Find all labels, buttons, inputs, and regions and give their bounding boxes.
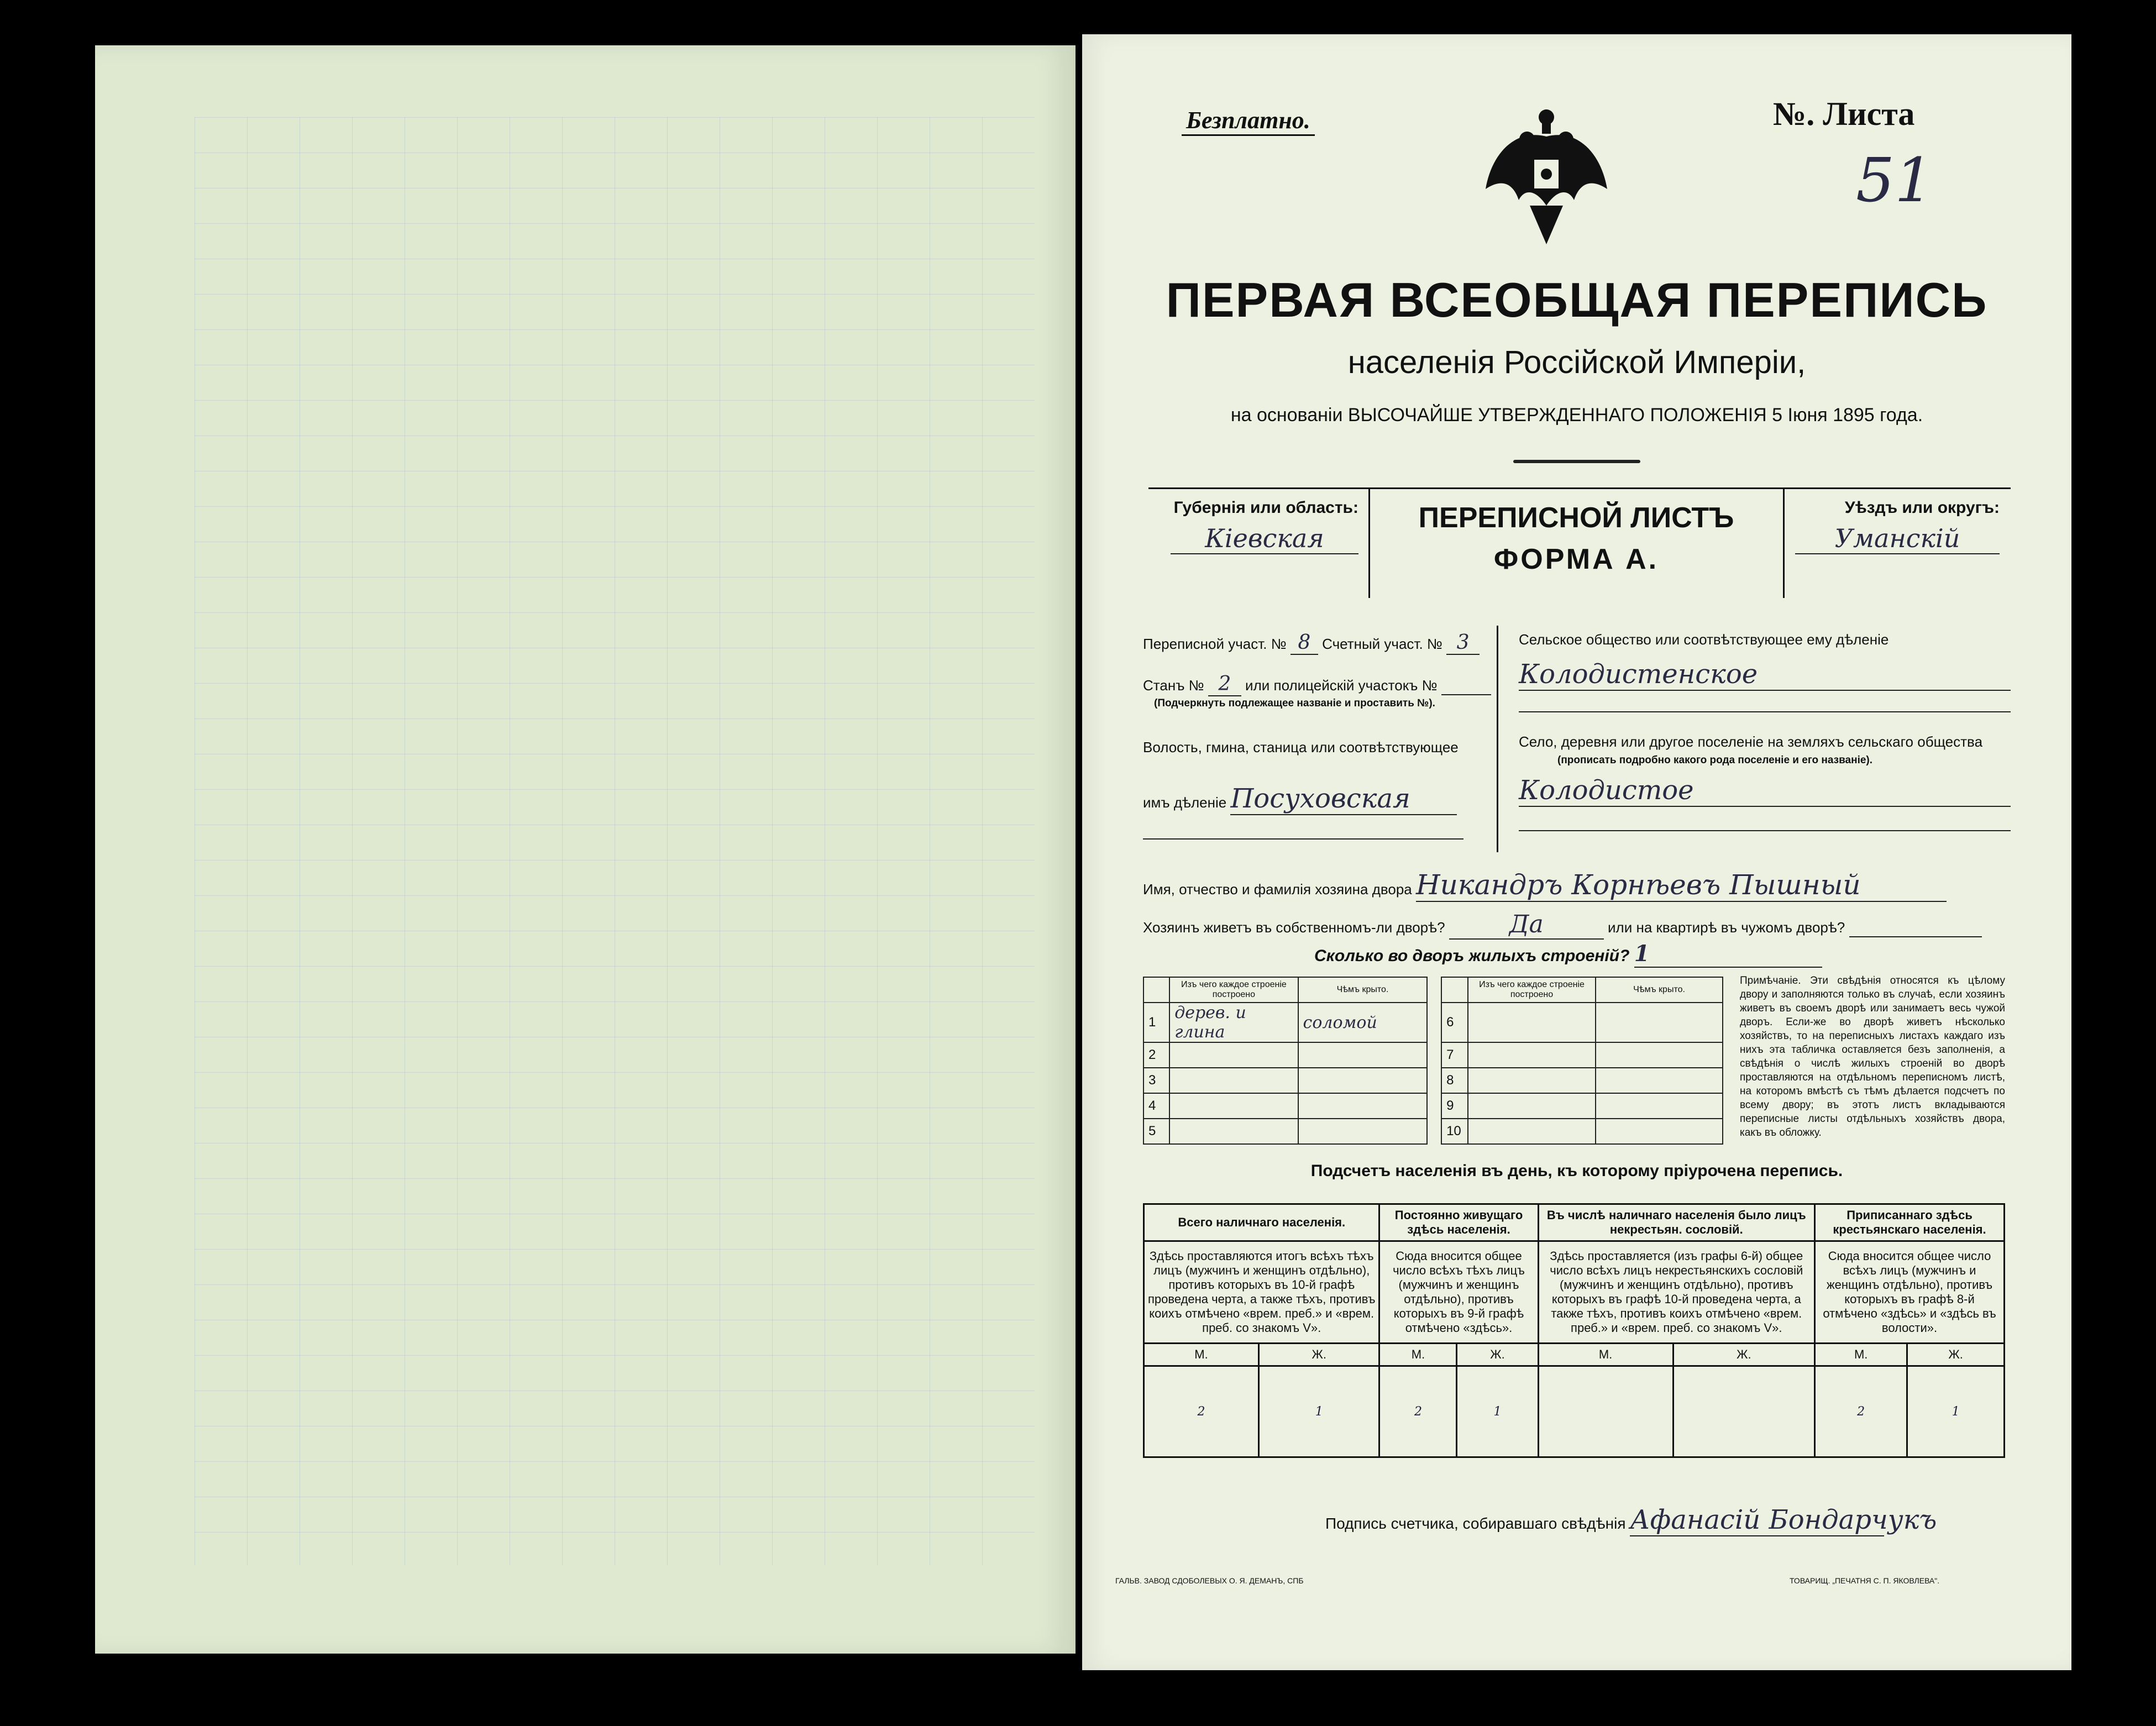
band-top-rule: [1148, 487, 2011, 489]
volost-value: Посуховская: [1230, 783, 1457, 815]
location-divider: [1497, 626, 1498, 852]
stan-value: 2: [1208, 673, 1241, 696]
police-label: или полицейскій участокъ №: [1245, 677, 1438, 694]
female-count: [1673, 1366, 1814, 1457]
roof-cell: [1596, 1093, 1723, 1119]
summary-col-header: Всего наличнаго населенія.: [1144, 1204, 1379, 1241]
stan-label: Станъ №: [1143, 677, 1204, 694]
male-label: М.: [1815, 1344, 1907, 1366]
summary-col-desc: Сюда вносится общее число всѣхъ тѣхъ лицъ (мужчинъ и женщинъ отдѣльно), противъ которыхъ въ 9-й графѣ отмѣчено «здѣсь».: [1379, 1241, 1538, 1344]
summary-table: [1143, 1203, 2005, 1458]
roof-cell: [1298, 1042, 1428, 1068]
male-count: [1538, 1366, 1673, 1457]
census-section-field: [1143, 631, 1480, 655]
sheet-number-label: №. Листа: [1773, 96, 1915, 132]
male-label: М.: [1379, 1344, 1457, 1366]
village-value: Колодистое: [1519, 775, 2011, 807]
own-yard-label: Хозяинъ живетъ въ собственномъ-ли дворѣ?: [1143, 919, 1445, 936]
buildings-row: [1143, 1093, 1723, 1119]
volost-label-1: Волость, гмина, станица или соотвѣтствующее: [1143, 739, 1459, 756]
col-material-left: Изъ чего каждое строеніе построено: [1169, 977, 1298, 1003]
buildings-field: [1314, 941, 1822, 968]
owner-field: [1143, 869, 1947, 902]
ornament-divider: [1513, 460, 1640, 463]
volost-label-2: имъ дѣленіе: [1143, 794, 1227, 811]
left-page: [95, 45, 1076, 1654]
col-roof-left: Чѣмъ крыто.: [1298, 977, 1428, 1003]
female-count: 1: [1907, 1366, 2005, 1457]
owner-label: Имя, отчество и фамилія хозяина двора: [1143, 881, 1412, 898]
col-roof-right: Чѣмъ крыто.: [1596, 977, 1723, 1003]
female-label: Ж.: [1259, 1344, 1379, 1366]
female-count: 1: [1259, 1366, 1379, 1457]
female-label: Ж.: [1457, 1344, 1538, 1366]
roof-cell: [1596, 1042, 1723, 1068]
buildings-table: [1143, 977, 1723, 1145]
province-value: Кіевская: [1171, 523, 1358, 554]
summary-desc-row: [1144, 1241, 2005, 1344]
male-count: 2: [1815, 1366, 1907, 1457]
male-label: М.: [1538, 1344, 1673, 1366]
summary-col-header: Въ числѣ наличнаго населенія было лицъ некрестьян. сословій.: [1538, 1204, 1815, 1241]
faded-table-grid: [195, 117, 1035, 1565]
material-cell: [1169, 1119, 1298, 1144]
community-label: Сельское общество или соотвѣтствующее ему дѣленіе: [1519, 631, 1889, 648]
signature-field: [1325, 1504, 1937, 1536]
roof-cell: [1298, 1119, 1428, 1144]
male-label: М.: [1144, 1344, 1259, 1366]
material-cell: [1169, 1093, 1298, 1119]
count-section-value: 3: [1446, 631, 1480, 655]
summary-col-desc: Сюда вносится общее число всѣхъ лицъ (мужчинъ и женщинъ отдѣльно), противъ которыхъ въ графѣ 8-й отмѣчено «здѣсь» и «здѣсь въ волости».: [1815, 1241, 2005, 1344]
roof-cell: [1596, 1068, 1723, 1093]
row-number: 9: [1441, 1093, 1468, 1119]
material-cell: [1169, 1068, 1298, 1093]
footer-left: ГАЛЬВ. ЗАВОД СДОБОЛЕВЫХ О. Я. ДЕМАНЪ, СПБ: [1115, 1576, 1304, 1585]
free-label: Безплатно.: [1182, 106, 1315, 136]
rent-label: или на квартирѣ въ чужомъ дворѣ?: [1608, 919, 1845, 936]
volost-field: [1143, 783, 1457, 815]
owner-value: Никандръ Корнѣевъ Пышный: [1416, 869, 1947, 902]
signature-value: Афанасій Бондарчукъ: [1630, 1504, 1937, 1535]
buildings-row: [1143, 1119, 1723, 1144]
row-number: 7: [1441, 1042, 1468, 1068]
village-label: Село, деревня или другое поселеніе на земляхъ сельскаго общества: [1519, 733, 1983, 750]
village-extra-line: [1519, 830, 2011, 831]
stan-field: [1143, 673, 1491, 696]
summary-col-desc: Здѣсь проставляются итогъ всѣхъ тѣхъ лицъ (мужчинъ и женщинъ отдѣльно), противъ которыхъ въ 10-й графѣ проведена черта, а также тѣхъ, противъ коихъ отмѣчено «врем. преб.» и «врем. преб. со знакомъ V».: [1144, 1241, 1379, 1344]
row-number: 8: [1441, 1068, 1468, 1093]
community-value: Колодистенское: [1519, 659, 2011, 691]
form-name-line2: ФОРМА А.: [1493, 543, 1659, 575]
district-value: Уманскій: [1795, 523, 2000, 554]
summary-value-row: [1144, 1366, 2005, 1457]
footer-right: ТОВАРИЩ. „ПЕЧАТНЯ С. П. ЯКОВЛЕВА".: [1790, 1576, 1940, 1585]
buildings-note: Примѣчаніе. Эти свѣдѣнія относятся къ цѣлому двору и заполняются только въ случаѣ, если хозяинъ живетъ въ своемъ дворѣ или занимаетъ весь чужой дворъ. Если-же во дворѣ живетъ нѣсколько хозяйствъ, то на переписныхъ листахъ каждаго изъ нихъ эта табличка оставляется безъ заполненія, а свѣдѣнія о числѣ жилыхъ строеній во дворѣ проставляются на отдѣльномъ переписномъ листѣ, на которомъ вмѣстѣ съ тѣмъ дѣлается подсчетъ по всему двору; въ этотъ листъ вкладываются переписные листы отдѣльныхъ хозяйствъ двора, какъ въ обложку.: [1740, 975, 2005, 1139]
census-section-label: Переписной участ. №: [1143, 636, 1287, 652]
summary-col-header: Приписаннаго здѣсь крестьянскаго населенія.: [1815, 1204, 2005, 1241]
form-subtitle: населенія Россійской Имперіи,: [1347, 344, 1806, 380]
form-main-title: ПЕРВАЯ ВСЕОБЩАЯ ПЕРЕПИСЬ: [1166, 272, 1988, 327]
female-label: Ж.: [1907, 1344, 2005, 1366]
female-count: 1: [1457, 1366, 1538, 1457]
sheet-number-handwritten: 51: [1856, 145, 1933, 216]
buildings-row: [1143, 1068, 1723, 1093]
summary-col-desc: Здѣсь проставляется (изъ графы 6-й) общее число всѣхъ лицъ некрестьянскихъ сословій (мужчинъ и женщинъ отдѣльно), противъ которыхъ въ графѣ 10-й проведена черта, а также тѣхъ, противъ коихъ отмѣчено «врем. преб.» и «врем. преб. со знакомъ V».: [1538, 1241, 1815, 1344]
buildings-row: [1143, 1042, 1723, 1068]
material-cell: [1169, 1042, 1298, 1068]
row-number: 2: [1143, 1042, 1169, 1068]
material-cell: [1468, 1119, 1596, 1144]
buildings-row: [1143, 1003, 1723, 1042]
census-section-value: 8: [1291, 631, 1318, 655]
summary-col-header: Постоянно живущаго здѣсь населенія.: [1379, 1204, 1538, 1241]
own-yard-value: Да: [1449, 910, 1604, 940]
summary-title: Подсчетъ населенія въ день, къ которому пріурочена перепись.: [1310, 1162, 1843, 1180]
census-form-page: [1082, 34, 2071, 1670]
material-cell: [1468, 1003, 1596, 1042]
province-label: Губернія или область:: [1173, 499, 1358, 517]
material-cell: [1468, 1093, 1596, 1119]
village-note: (прописать подробно какого рода поселеніе и его названіе).: [1557, 754, 1873, 766]
roof-cell: [1298, 1068, 1428, 1093]
row-number: 5: [1143, 1119, 1169, 1144]
summary-header-row: [1144, 1204, 2005, 1241]
form-name-line1: ПЕРЕПИСНОЙ ЛИСТЪ: [1418, 502, 1734, 534]
row-number: 10: [1441, 1119, 1468, 1144]
band-divider-right: [1783, 487, 1785, 598]
district-label: Уѣздъ или округъ:: [1844, 499, 2000, 517]
volost-extra-line: [1143, 838, 1463, 840]
buildings-label: Сколько во дворъ жилыхъ строеній?: [1314, 947, 1630, 965]
community-extra-line: [1519, 711, 2011, 712]
male-count: 2: [1379, 1366, 1457, 1457]
material-cell: дерев. и глина: [1169, 1003, 1298, 1042]
row-number: 1: [1143, 1003, 1169, 1042]
material-cell: [1468, 1042, 1596, 1068]
underline-note: (Подчеркнуть подлежащее названіе и проставить №).: [1154, 697, 1435, 709]
signature-label: Подпись счетчика, собиравшаго свѣдѣнія: [1325, 1515, 1626, 1532]
summary-label-row: [1144, 1344, 2005, 1366]
roof-cell: [1298, 1093, 1428, 1119]
row-number: 6: [1441, 1003, 1468, 1042]
row-number: 4: [1143, 1093, 1169, 1119]
roof-cell: соломой: [1298, 1003, 1428, 1042]
col-material-right: Изъ чего каждое строеніе построено: [1468, 977, 1596, 1003]
row-number: 3: [1143, 1068, 1169, 1093]
count-section-label: Счетный участ. №: [1322, 636, 1442, 652]
material-cell: [1468, 1068, 1596, 1093]
imperial-eagle-icon: [1480, 106, 1613, 250]
roof-cell: [1596, 1119, 1723, 1144]
own-yard-field: [1143, 910, 1982, 940]
buildings-value: 1: [1634, 941, 1822, 968]
female-label: Ж.: [1673, 1344, 1814, 1366]
form-basis: на основаніи ВЫСОЧАЙШЕ УТВЕРЖДЕННАГО ПОЛОЖЕНІЯ 5 Іюня 1895 года.: [1230, 405, 1923, 426]
male-count: 2: [1144, 1366, 1259, 1457]
roof-cell: [1596, 1003, 1723, 1042]
